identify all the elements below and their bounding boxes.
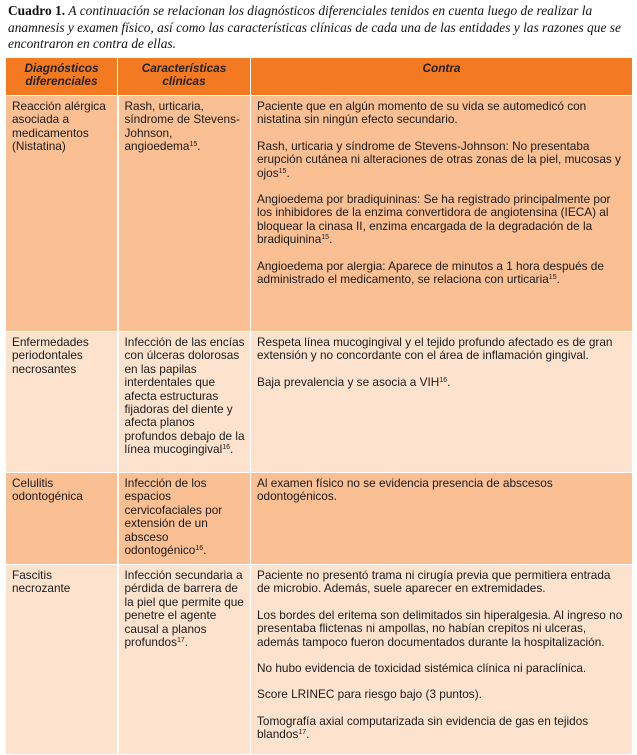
table-row bbox=[6, 332, 633, 473]
features-cell: Rash, urticaria, síndrome de Stevens-Johnson, angioedema$^{15}$. bbox=[118, 96, 251, 332]
contra-paragraph: Respeta línea mucogingival y el tejido profundo afectado es de gran extensión y no concordante con el área de inflamación gingival. bbox=[257, 335, 613, 363]
contra-paragraph: Rash, urticaria y síndrome de Stevens-Johnson: No presentaba erupción cutánea ni alteraciones de otras zonas de la piel, mucosas y ojos$^{15}$. bbox=[257, 138, 621, 180]
contra-paragraph: Paciente no presentó trama ni cirugía previa que permitiera entrada de microbio. Además, suele aparecer en extremidades. bbox=[257, 568, 611, 596]
features-cell: Infección secundaria a pérdida de barrera de la piel que permite que penetre el agente causal a planos profundos$^{17}$. bbox=[118, 565, 251, 755]
contra-paragraph: No hubo evidencia de toxicidad sistémica clínica ni paraclínica. bbox=[257, 661, 587, 676]
header-features: Características clínicas bbox=[118, 58, 251, 96]
features-cell: Infección de las encías con úlceras dolorosas en las papilas interdentales que afecta estructuras fijadoras del diente y afecta planos profundos debajo de la línea mucogingival$^{16}$. bbox=[118, 332, 251, 473]
contra-paragraph: Angioedema por bradiquininas: Se ha registrado principalmente por los inhibidores de la enzima convertidora de angiotensina (IECA) al bloquear la cinasa II, enzima encargada de la degradación de la bradiquinina$^{15}$. bbox=[257, 192, 611, 247]
table-row bbox=[6, 96, 633, 332]
contra-cell bbox=[251, 332, 633, 473]
contra-paragraph: Angioedema por alergia: Aparece de minutos a 1 hora después de administrado el medicamento, se relaciona con urticaria$^{15}$. bbox=[257, 258, 604, 287]
caption-text: A continuación se relacionan los diagnósticos diferenciales tenidos en cuenta luego de realizar la anamnesis y examen físico, así como las características clínicas de cada una de las entidades y las razones que se encontraron en contra de ellas. bbox=[8, 3, 621, 51]
caption-label: Cuadro 1. bbox=[8, 3, 66, 18]
contra-cell bbox=[251, 473, 633, 565]
contra-paragraph: Al examen físico no se evidencia presencia de abscesos odontogénicos. bbox=[257, 476, 553, 504]
contra-cell bbox=[251, 96, 633, 332]
diagnosis-cell: Enfermedades periodontales necrosantes bbox=[6, 332, 118, 473]
contra-paragraph: Los bordes del eritema son delimitados sin hiperalgesia. Al ingreso no presentaba flictenas ni ampollas, no habían crepitos ni ulceras, además tampoco fueron documentados durante la hospitalización. bbox=[257, 607, 623, 649]
contra-cell bbox=[251, 565, 633, 755]
features-cell: Infección de los espacios cervicofaciales por extensión de un absceso odontogénico$^{16}$. bbox=[118, 473, 251, 565]
contra-paragraph: Tomografía axial computarizada sin evidencia de gas en tejidos blandos$^{17}$. bbox=[257, 713, 589, 742]
contra-paragraph: Baja prevalencia y se asocia a VIH$^{16}$. bbox=[257, 374, 451, 389]
table-row bbox=[6, 565, 633, 755]
diagnosis-cell: Celulitis odontogénica bbox=[6, 473, 118, 565]
table-header-row bbox=[6, 58, 633, 96]
diagnosis-cell: Fascitis necrozante bbox=[6, 565, 118, 755]
header-contra: Contra bbox=[251, 58, 633, 96]
header-diagnosis: Diagnósticos diferenciales bbox=[6, 58, 118, 96]
diagnosis-cell: Reacción alérgica asociada a medicamentos (Nistatina) bbox=[6, 96, 118, 332]
differential-diagnosis-table bbox=[5, 57, 633, 755]
table-row bbox=[6, 473, 633, 565]
contra-paragraph: Paciente que en algún momento de su vida se automedicó con nistatina sin ningún efecto secundario. bbox=[257, 99, 587, 127]
table-caption bbox=[8, 3, 632, 53]
contra-paragraph: Score LRINEC para riesgo bajo (3 puntos). bbox=[257, 687, 482, 702]
